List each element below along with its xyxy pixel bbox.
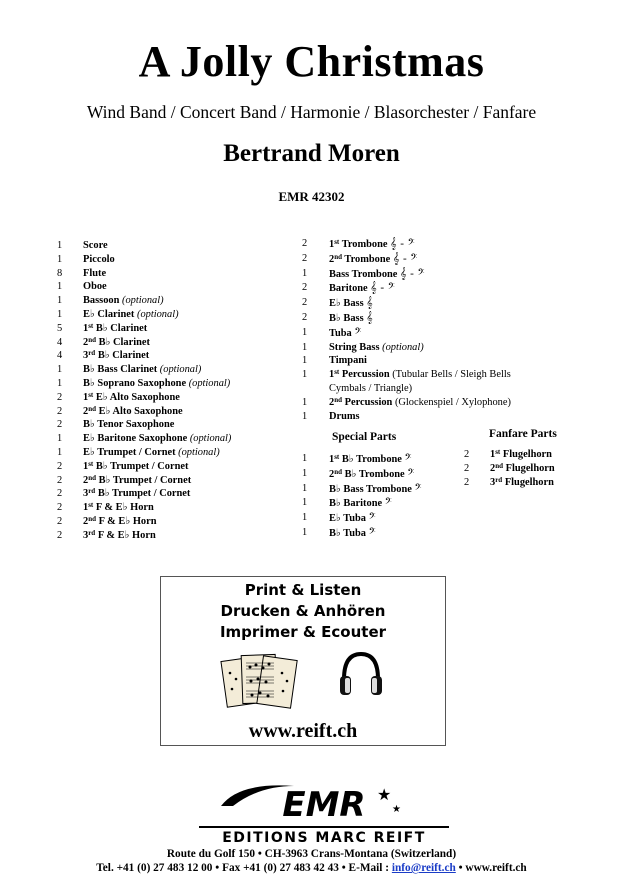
part-name: Piccolo xyxy=(83,253,115,265)
optional-note: (optional) xyxy=(189,433,232,445)
part-row xyxy=(302,326,511,341)
parts-list-right xyxy=(302,237,511,423)
part-name: 1st Trombone 𝄞 - 𝄢 xyxy=(329,237,415,250)
clef-icon: 𝄞 - 𝄢 xyxy=(390,237,415,250)
part-row xyxy=(57,294,231,308)
part-name: 3rd B♭ Clarinet xyxy=(83,349,150,362)
part-quantity: 1 xyxy=(302,526,308,538)
part-row xyxy=(57,501,231,515)
part-name: E♭ Bass 𝄞 xyxy=(329,296,373,310)
ordinal-suffix: st xyxy=(495,448,501,456)
part-row xyxy=(57,363,231,377)
optional-note: (optional) xyxy=(188,377,231,389)
promo-website-link[interactable]: www.reift.ch xyxy=(248,720,358,742)
svg-text:EMR: EMR xyxy=(282,785,366,825)
svg-text:EDITIONS MARC REIFT: EDITIONS MARC REIFT xyxy=(222,830,426,846)
ordinal-suffix: nd xyxy=(495,461,503,470)
part-quantity: 4 xyxy=(57,350,63,362)
part-name: 2nd Trombone 𝄞 - 𝄢 xyxy=(329,251,418,265)
part-quantity: 1 xyxy=(57,308,63,320)
part-quantity: 1 xyxy=(302,396,308,408)
part-row xyxy=(57,460,231,474)
page-subtitle: Wind Band / Concert Band / Harmonie / Blasorchester / Fanfare xyxy=(86,102,537,122)
emr-logo-icon xyxy=(199,776,449,846)
special-parts-list xyxy=(302,452,422,541)
optional-note: (optional) xyxy=(178,446,220,458)
ordinal-suffix: rd xyxy=(88,487,96,496)
clef-icon: 𝄢 xyxy=(368,525,376,539)
part-row xyxy=(57,253,231,267)
part-row xyxy=(57,239,231,253)
optional-note: (optional) xyxy=(382,341,424,353)
part-row xyxy=(57,280,231,294)
part-name: Bassoon (optional) xyxy=(83,295,164,307)
part-name: Tuba 𝄢 xyxy=(329,325,362,339)
clef-icon: 𝄢 xyxy=(354,325,362,339)
parts-list-left xyxy=(57,239,231,543)
part-quantity: 2 xyxy=(57,529,63,541)
ordinal-suffix: st xyxy=(334,368,340,377)
part-name: 3rd B♭ Trumpet / Cornet xyxy=(83,487,191,500)
part-row xyxy=(57,418,231,432)
part-name: 2nd B♭ Clarinet xyxy=(83,335,150,348)
clef-icon: 𝄢 xyxy=(384,496,392,510)
part-row xyxy=(302,467,422,482)
part-quantity: 1 xyxy=(57,377,63,389)
part-row xyxy=(302,267,511,282)
part-name: Flute xyxy=(83,267,107,279)
clef-icon: 𝄞 xyxy=(366,296,373,310)
sheet-music-icon xyxy=(220,649,300,711)
part-quantity: 2 xyxy=(302,282,308,294)
part-row xyxy=(302,252,511,267)
part-row xyxy=(302,341,511,355)
part-name: 1st F & E♭ Horn xyxy=(83,501,154,514)
part-quantity: 2 xyxy=(57,502,63,514)
part-quantity: 1 xyxy=(302,326,308,338)
part-quantity: 1 xyxy=(302,369,308,381)
part-name: 1st E♭ Alto Saxophone xyxy=(83,390,180,403)
part-name: B♭ Tenor Saxophone xyxy=(83,419,175,431)
clef-icon: 𝄞 - 𝄢 xyxy=(370,281,395,295)
part-row xyxy=(57,474,231,488)
part-name: B♭ Bass Trombone 𝄢 xyxy=(329,481,422,495)
ordinal-suffix: rd xyxy=(88,349,96,358)
part-row xyxy=(57,391,231,405)
part-quantity: 1 xyxy=(57,364,63,376)
part-quantity: 2 xyxy=(57,419,63,431)
part-row xyxy=(57,267,231,281)
part-name: Baritone 𝄞 - 𝄢 xyxy=(329,281,395,295)
part-row xyxy=(302,296,511,311)
part-quantity: 5 xyxy=(57,322,63,334)
part-name: 2nd Flugelhorn xyxy=(490,461,555,474)
part-quantity: 2 xyxy=(57,515,63,527)
ordinal-suffix: st xyxy=(88,501,94,510)
fanfare-parts-list xyxy=(464,448,555,489)
part-name: 1st Flugelhorn xyxy=(490,448,552,460)
part-quantity: 1 xyxy=(57,433,63,445)
part-detail-continued: Cymbals / Triangle) xyxy=(329,382,413,394)
part-name: 2nd F & E♭ Horn xyxy=(83,514,157,527)
catalog-number: EMR 42302 xyxy=(278,189,345,204)
part-row xyxy=(57,515,231,529)
part-quantity: 2 xyxy=(302,252,308,264)
part-row xyxy=(464,462,555,476)
part-name: B♭ Bass Clarinet (optional) xyxy=(83,364,202,376)
optional-note: (optional) xyxy=(136,308,179,320)
clef-icon: 𝄢 xyxy=(414,481,422,495)
part-row xyxy=(464,448,555,462)
promo-line-english: Print & Listen xyxy=(244,581,362,599)
part-quantity: 1 xyxy=(302,482,308,494)
clef-icon: 𝄢 xyxy=(368,511,376,525)
ordinal-suffix: nd xyxy=(334,395,342,404)
part-name: 2nd E♭ Alto Saxophone xyxy=(83,404,183,417)
part-row xyxy=(302,281,511,296)
part-row xyxy=(57,405,231,419)
part-name: Drums xyxy=(329,410,360,422)
ordinal-suffix: rd xyxy=(495,475,503,484)
part-row xyxy=(302,237,511,252)
contact-email-link[interactable]: info@reift.ch xyxy=(391,862,456,874)
contact-phone-fax: Tel. +41 (0) 27 483 12 00 • Fax +41 (0) 27 483 42 43 • E-Mail : xyxy=(96,862,392,874)
optional-note: (optional) xyxy=(122,295,164,307)
ordinal-suffix: nd xyxy=(88,335,96,344)
part-name: E♭ Trumpet / Cornet (optional) xyxy=(83,446,220,458)
composer-name: Bertrand Moren xyxy=(223,140,400,167)
part-row xyxy=(57,432,231,446)
part-quantity: 1 xyxy=(302,355,308,367)
part-quantity: 1 xyxy=(302,267,308,279)
ordinal-suffix: st xyxy=(334,238,340,246)
headphones-icon xyxy=(337,649,385,699)
svg-text:★: ★ xyxy=(377,785,392,804)
part-name: E♭ Tuba 𝄢 xyxy=(329,511,376,525)
part-name: B♭ Baritone 𝄢 xyxy=(329,496,392,510)
part-quantity: 2 xyxy=(302,238,308,249)
part-quantity: 1 xyxy=(57,281,63,293)
special-parts-heading: Special Parts xyxy=(332,431,397,443)
part-quantity: 1 xyxy=(302,467,308,479)
part-quantity: 2 xyxy=(464,462,470,474)
part-name: 2nd Percussion (Glockenspiel / Xylophone) xyxy=(329,395,511,408)
optional-note: (optional) xyxy=(159,364,202,376)
clef-icon: 𝄢 xyxy=(407,466,415,480)
ordinal-suffix: st xyxy=(88,321,94,330)
part-name: Oboe xyxy=(83,281,107,293)
print-listen-box[interactable] xyxy=(160,576,446,746)
part-row xyxy=(57,529,231,543)
part-quantity: 2 xyxy=(57,488,63,500)
part-row xyxy=(302,354,511,368)
part-quantity: 1 xyxy=(57,240,63,251)
svg-text:★: ★ xyxy=(392,804,401,815)
part-quantity: 2 xyxy=(302,297,308,309)
part-quantity: 1 xyxy=(302,512,308,524)
part-quantity: 1 xyxy=(302,497,308,509)
ordinal-suffix: rd xyxy=(88,528,96,537)
ordinal-suffix: nd xyxy=(334,467,342,476)
part-name: B♭ Soprano Saxophone (optional) xyxy=(83,377,231,389)
part-quantity: 1 xyxy=(57,253,63,265)
part-quantity: 2 xyxy=(57,474,63,486)
part-detail: (Tubular Bells / Sleigh Bells xyxy=(392,369,511,381)
part-name: 3rd Flugelhorn xyxy=(490,475,554,488)
part-quantity: 2 xyxy=(464,476,470,488)
part-row xyxy=(464,476,555,490)
part-row xyxy=(302,368,511,382)
part-row xyxy=(302,311,511,326)
ordinal-suffix: st xyxy=(88,459,94,468)
clef-icon: 𝄞 - 𝄢 xyxy=(400,266,425,280)
part-name: 2nd B♭ Trombone 𝄢 xyxy=(329,466,415,480)
part-name: String Bass (optional) xyxy=(329,341,424,353)
part-row xyxy=(57,322,231,336)
part-row xyxy=(302,452,422,467)
publisher-contact xyxy=(0,862,623,874)
part-name: 2nd B♭ Trumpet / Cornet xyxy=(83,473,192,486)
fanfare-parts-heading: Fanfare Parts xyxy=(489,428,557,440)
part-row xyxy=(57,349,231,363)
part-row xyxy=(302,526,422,541)
part-name: B♭ Tuba 𝄢 xyxy=(329,525,376,539)
promo-line-french: Imprimer & Ecouter xyxy=(219,623,387,641)
part-row xyxy=(302,396,511,410)
part-row xyxy=(57,446,231,460)
part-quantity: 1 xyxy=(302,410,308,422)
part-name: 1st B♭ Clarinet xyxy=(83,321,148,334)
part-quantity: 8 xyxy=(57,267,63,279)
ordinal-suffix: st xyxy=(88,390,94,399)
clef-icon: 𝄞 - 𝄢 xyxy=(392,251,418,265)
ordinal-suffix: nd xyxy=(334,252,342,261)
part-name: E♭ Baritone Saxophone (optional) xyxy=(83,433,232,445)
part-quantity: 4 xyxy=(57,336,63,348)
part-quantity: 1 xyxy=(57,446,63,458)
part-quantity: 1 xyxy=(302,453,308,464)
part-row xyxy=(302,496,422,511)
clef-icon: 𝄢 xyxy=(404,452,412,465)
part-row xyxy=(57,308,231,322)
part-quantity: 1 xyxy=(302,341,308,353)
part-name: 1st B♭ Trombone 𝄢 xyxy=(329,452,412,465)
part-quantity: 1 xyxy=(57,295,63,307)
part-row xyxy=(57,377,231,391)
part-quantity: 2 xyxy=(464,449,470,460)
part-name: Score xyxy=(83,240,108,251)
part-row xyxy=(57,336,231,350)
part-row xyxy=(302,511,422,526)
part-quantity: 2 xyxy=(57,391,63,403)
contact-website: • www.reift.ch xyxy=(455,862,527,874)
part-name: E♭ Clarinet (optional) xyxy=(83,308,179,320)
part-name: 1st B♭ Trumpet / Cornet xyxy=(83,459,189,472)
part-quantity: 2 xyxy=(57,405,63,417)
clef-icon: 𝄞 xyxy=(366,310,373,324)
promo-line-german: Drucken & Anhören xyxy=(220,602,386,620)
part-quantity: 2 xyxy=(57,460,63,472)
part-name: Bass Trombone 𝄞 - 𝄢 xyxy=(329,266,425,280)
ordinal-suffix: nd xyxy=(88,514,96,523)
publisher-address: Route du Golf 150 • CH-3963 Crans-Montana (Switzerland) xyxy=(166,848,457,860)
part-row xyxy=(302,482,422,497)
part-quantity: 2 xyxy=(302,311,308,323)
part-name: 1st Percussion (Tubular Bells / Sleigh Bells xyxy=(329,368,511,381)
part-row xyxy=(57,487,231,501)
ordinal-suffix: nd xyxy=(88,404,96,413)
page-title: A Jolly Christmas xyxy=(138,37,485,86)
part-row xyxy=(302,410,511,424)
part-name: 3rd F & E♭ Horn xyxy=(83,528,156,541)
part-name: B♭ Bass 𝄞 xyxy=(329,310,373,324)
part-name: Timpani xyxy=(329,355,367,367)
ordinal-suffix: st xyxy=(334,453,340,461)
part-detail: (Glockenspiel / Xylophone) xyxy=(394,396,511,408)
ordinal-suffix: nd xyxy=(88,473,96,482)
